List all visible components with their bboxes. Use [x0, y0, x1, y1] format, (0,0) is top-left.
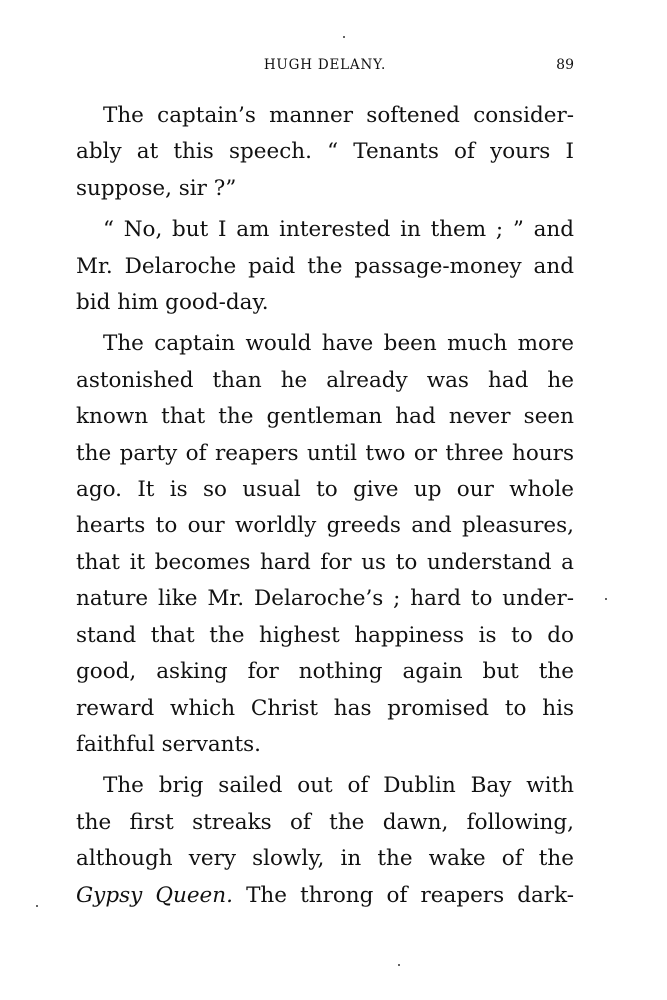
page-number: 89	[556, 57, 574, 73]
paragraph	[76, 98, 574, 207]
text-line: “ No, but I am interested in them ; ” and	[103, 217, 574, 243]
text-line: bid him good-day.	[76, 290, 269, 316]
text-line: The brig sailed out of Dublin Bay with	[103, 773, 574, 799]
ship-name-italic: Gypsy Queen.	[76, 882, 233, 908]
text-line: reward which Christ has promised to his	[76, 695, 574, 721]
paragraph	[76, 768, 574, 914]
text-line: ably at this speech. “ Tenants of yours I	[76, 139, 574, 165]
text-line: known that the gentleman had never seen	[76, 404, 574, 430]
text-line-with-emphasis	[76, 878, 574, 914]
text-line: hearts to our worldly greeds and pleasures,	[76, 513, 574, 539]
text-line: stand that the highest happiness is to do	[76, 622, 574, 648]
text-line: suppose, sir ?”	[76, 175, 237, 201]
running-title: HUGH DELANY.	[263, 57, 387, 73]
text-line: the party of reapers until two or three hours	[76, 440, 574, 466]
print-speck	[398, 964, 400, 966]
print-speck	[605, 598, 607, 600]
text-line: that it becomes hard for us to understand a	[76, 549, 574, 575]
text-line: The captain would have been much more	[103, 331, 574, 357]
text-line: nature like Mr. Delaroche’s ; hard to under-	[76, 586, 574, 612]
text-line: Mr. Delaroche paid the passage-money and	[76, 253, 574, 279]
text-line: although very slowly, in the wake of the	[76, 846, 574, 872]
text-line: The captain’s manner softened consider-	[103, 103, 574, 128]
text-line: the first streaks of the dawn, following,	[76, 809, 574, 835]
running-head	[76, 54, 574, 76]
print-speck	[36, 905, 38, 907]
body-text	[76, 98, 574, 919]
text-line: faithful servants.	[76, 731, 262, 757]
paragraph	[76, 212, 574, 321]
print-speck	[343, 36, 345, 38]
text-line: ago. It is so usual to give up our whole	[76, 477, 574, 503]
text-line: astonished than he already was had he	[76, 367, 574, 393]
paragraph	[76, 326, 574, 763]
text-fragment: The throng of reapers dark-	[232, 882, 574, 908]
text-line: good, asking for nothing again but the	[76, 659, 574, 685]
